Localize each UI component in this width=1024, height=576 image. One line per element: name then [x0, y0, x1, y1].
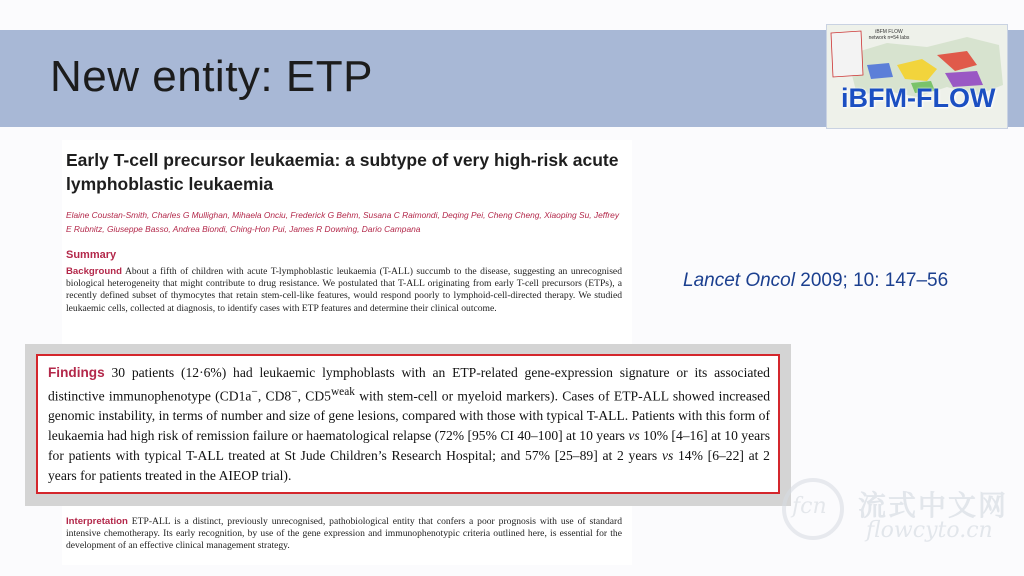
findings-text: 14% [6–22] at 2 years for patients treated in the AIEOP trial). [48, 447, 770, 483]
findings-text: 30 patients (12·6%) had leukaemic lymphoblasts with an ETP-related gene-expression signature or its associated distinctive immunophenotype (CD1a [48, 365, 770, 404]
ibfm-flow-logo [826, 24, 1008, 129]
paper-title: Early T-cell precursor leukaemia: a subtype of very high-risk acute lymphoblastic leukaemia [66, 150, 619, 194]
findings-paragraph [48, 363, 770, 485]
paper-authors: Elaine Coustan-Smith, Charles G Mullighan, Mihaela Onciu, Frederick G Behm, Susana C Raimondi, Deqing Pei, Cheng Cheng, Xiaoping Su, Jeffrey E Rubnitz, Giuseppe Basso, Andrea Biondi, Ching-Hon Pui, James R Downing, Dario Campana [66, 210, 620, 234]
slide-title: New entity: ETP [50, 52, 373, 101]
citation [683, 270, 948, 292]
interpretation-text: ETP-ALL is a distinct, previously unrecognised, pathobiological entity that confers a poor prognosis with use of standard intensive chemotherapy. Its early recognition, by use of the gene expression and immunophenotypic criteria outlined here, is essential for the development of an effective clinical management strategy. [66, 516, 622, 552]
background-text: About a fifth of children with acute T-lymphoblastic leukaemia (T-ALL) succumb to the disease, suggesting an unrecognised biological heterogeneity that might contribute to drug resistance. We postulated that T-ALL originating from early T-cell precursors (ETPs), a recently defined subset of thymocytes that retain stem-cell-like features, would respond poorly to lymphoid-cell-directed therapy. We studied leukaemic cells, collected at diagnosis, to identify cases with ETP features and determine their clinical outcome. [66, 266, 622, 314]
findings-text: , CD5 [297, 388, 331, 404]
superscript: − [251, 385, 258, 398]
findings-text: , CD8 [257, 388, 292, 404]
background-label: Background [66, 266, 122, 277]
superscript: − [291, 385, 298, 398]
superscript: weak [330, 385, 355, 398]
watermark-chinese-text: 流式中文网 [858, 489, 1009, 522]
versus-text: vs [661, 447, 674, 463]
background-paragraph [66, 266, 622, 315]
findings-text: 10% [4–16] at 10 years for patients with typical T-ALL treated at St Jude Children’s Research Hospital; and 57% [25–89] at 2 years [48, 427, 770, 463]
logo-caption: iBFM FLOW network n=54 labs [868, 29, 910, 41]
findings-label: Findings [48, 365, 105, 380]
citation-journal: Lancet Oncol [683, 270, 795, 291]
interpretation-label: Interpretation [66, 516, 128, 527]
watermark-mark: fcn [792, 494, 827, 519]
watermark [782, 478, 1012, 548]
watermark-url-text: flowcyto.cn [866, 518, 993, 543]
interpretation-paragraph [66, 516, 622, 553]
logo-text: iBFM-FLOW [841, 83, 996, 113]
findings-text: with stem-cell or myeloid markers). Cases of ETP-ALL showed increased genomic instability, in terms of number and size of gene lesions, compared with those with typical T-ALL. Patients with this form of leukaemia had high risk of remission failure or haematological relapse (72% [95% CI 40–100] at 10 years [48, 388, 770, 443]
summary-heading: Summary [66, 249, 117, 261]
versus-text: vs [628, 427, 640, 443]
citation-details: 2009; 10: 147–56 [794, 270, 949, 291]
